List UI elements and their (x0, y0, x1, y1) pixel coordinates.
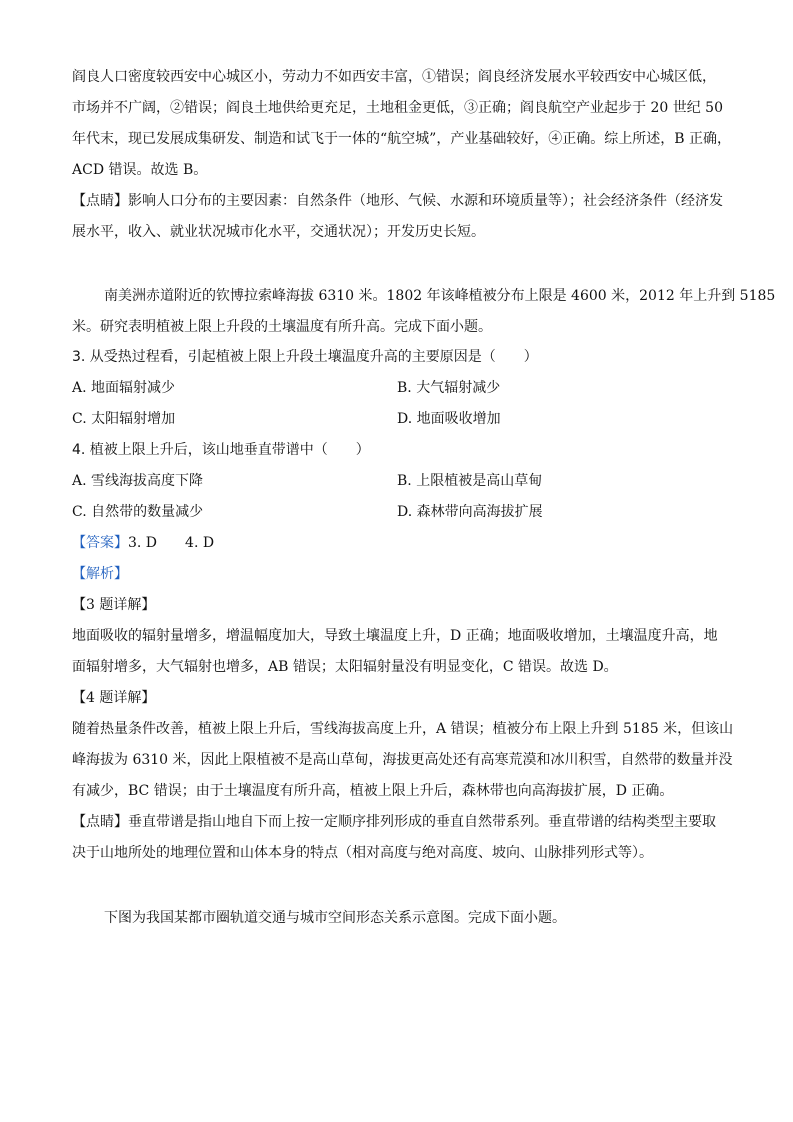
dianjing-line: 决于山地所处的地理位置和山体本身的特点（相对高度与绝对高度、坡向、山脉排列形式等）。 (72, 845, 653, 861)
dianjing-line: 展水平，收入、就业状况城市化水平，交通状况）；开发历史长短。 (72, 224, 485, 240)
q3-option-c: C. 太阳辐射增加 (72, 411, 176, 427)
dianjing-line: 【点睛】影响人口分布的主要因素：自然条件（地形、气候、水源和环境质量等）；社会经济条件（经济发 (72, 193, 723, 209)
q3-option-d: D. 地面吸收增加 (397, 411, 501, 427)
dianjing-line: 【点睛】垂直带谱是指山地自下而上按一定顺序排列形成的垂直自然带系列。垂直带谱的结构类型主要取 (72, 814, 716, 830)
detail-4-heading: 【4 题详解】 (72, 690, 156, 706)
intro-line: 米。研究表明植被上限上升段的土壤温度有所升高。完成下面小题。 (72, 319, 492, 335)
paragraph-line: 年代末，现已发展成集研发、制造和试飞于一体的“航空城”，产业基础较好，④正确。综上所述，B 正确， (72, 131, 732, 147)
paragraph-line: ACD 错误。故选 B。 (72, 162, 208, 178)
detail-4-line: 随着热量条件改善，植被上限上升后，雪线海拔高度上升，A 错误；植被分布上限上升到 5185 米，但该山 (72, 721, 734, 737)
detail-4-line: 有减少，BC 错误；由于土壤温度有所升高，植被上限上升后，森林带也向高海拔扩展，D 正确。 (72, 783, 674, 799)
answer-tag: 【答案】 (72, 535, 128, 551)
dianjing-tag: 【点睛】 (72, 193, 128, 209)
question-4-stem: 4. 植被上限上升后，该山地垂直带谱中（ ） (72, 442, 370, 458)
jiexi-heading: 【解析】 (72, 566, 128, 582)
paragraph-line: 阎良人口密度较西安中心城区小，劳动力不如西安丰富，①错误；阎良经济发展水平较西安中心城区低， (72, 69, 716, 85)
q4-option-d: D. 森林带向高海拔扩展 (397, 504, 543, 520)
answer-text: 3. D 4. D (128, 535, 215, 551)
q4-option-c: C. 自然带的数量减少 (72, 504, 204, 520)
intro-line: 下图为我国某都市圈轨道交通与城市空间形态关系示意图。完成下面小题。 (104, 910, 566, 926)
paragraph-line: 市场并不广阔，②错误；阎良土地供给更充足，土地租金更低，③正确；阎良航空产业起步于 20 世纪 50 (72, 100, 723, 116)
q3-option-b: B. 大气辐射减少 (397, 380, 501, 396)
question-3-stem: 3. 从受热过程看，引起植被上限上升段土壤温度升高的主要原因是（ ） (72, 349, 538, 365)
q4-option-b: B. 上限植被是高山草甸 (397, 473, 543, 489)
intro-line: 南美洲赤道附近的钦博拉索峰海拔 6310 米。1802 年该峰植被分布上限是 4600 米，2012 年上升到 5185 (104, 288, 776, 304)
answer-line (72, 532, 732, 554)
dianjing-tag: 【点睛】 (72, 814, 128, 830)
q3-option-a: A. 地面辐射减少 (72, 380, 176, 396)
q4-option-a: A. 雪线海拔高度下降 (72, 473, 204, 489)
detail-4-line: 峰海拔为 6310 米，因此上限植被不是高山草甸，海拔更高处还有高寒荒漠和冰川积雪，自然带的数量并没 (72, 752, 733, 768)
detail-3-line: 面辐射增多，大气辐射也增多，AB 错误；太阳辐射量没有明显变化，C 错误。故选 D。 (72, 659, 618, 675)
detail-3-heading: 【3 题详解】 (72, 597, 156, 613)
detail-3-line: 地面吸收的辐射量增多，增温幅度加大，导致土壤温度上升，D 正确；地面吸收增加，土壤温度升高，地 (72, 628, 718, 644)
